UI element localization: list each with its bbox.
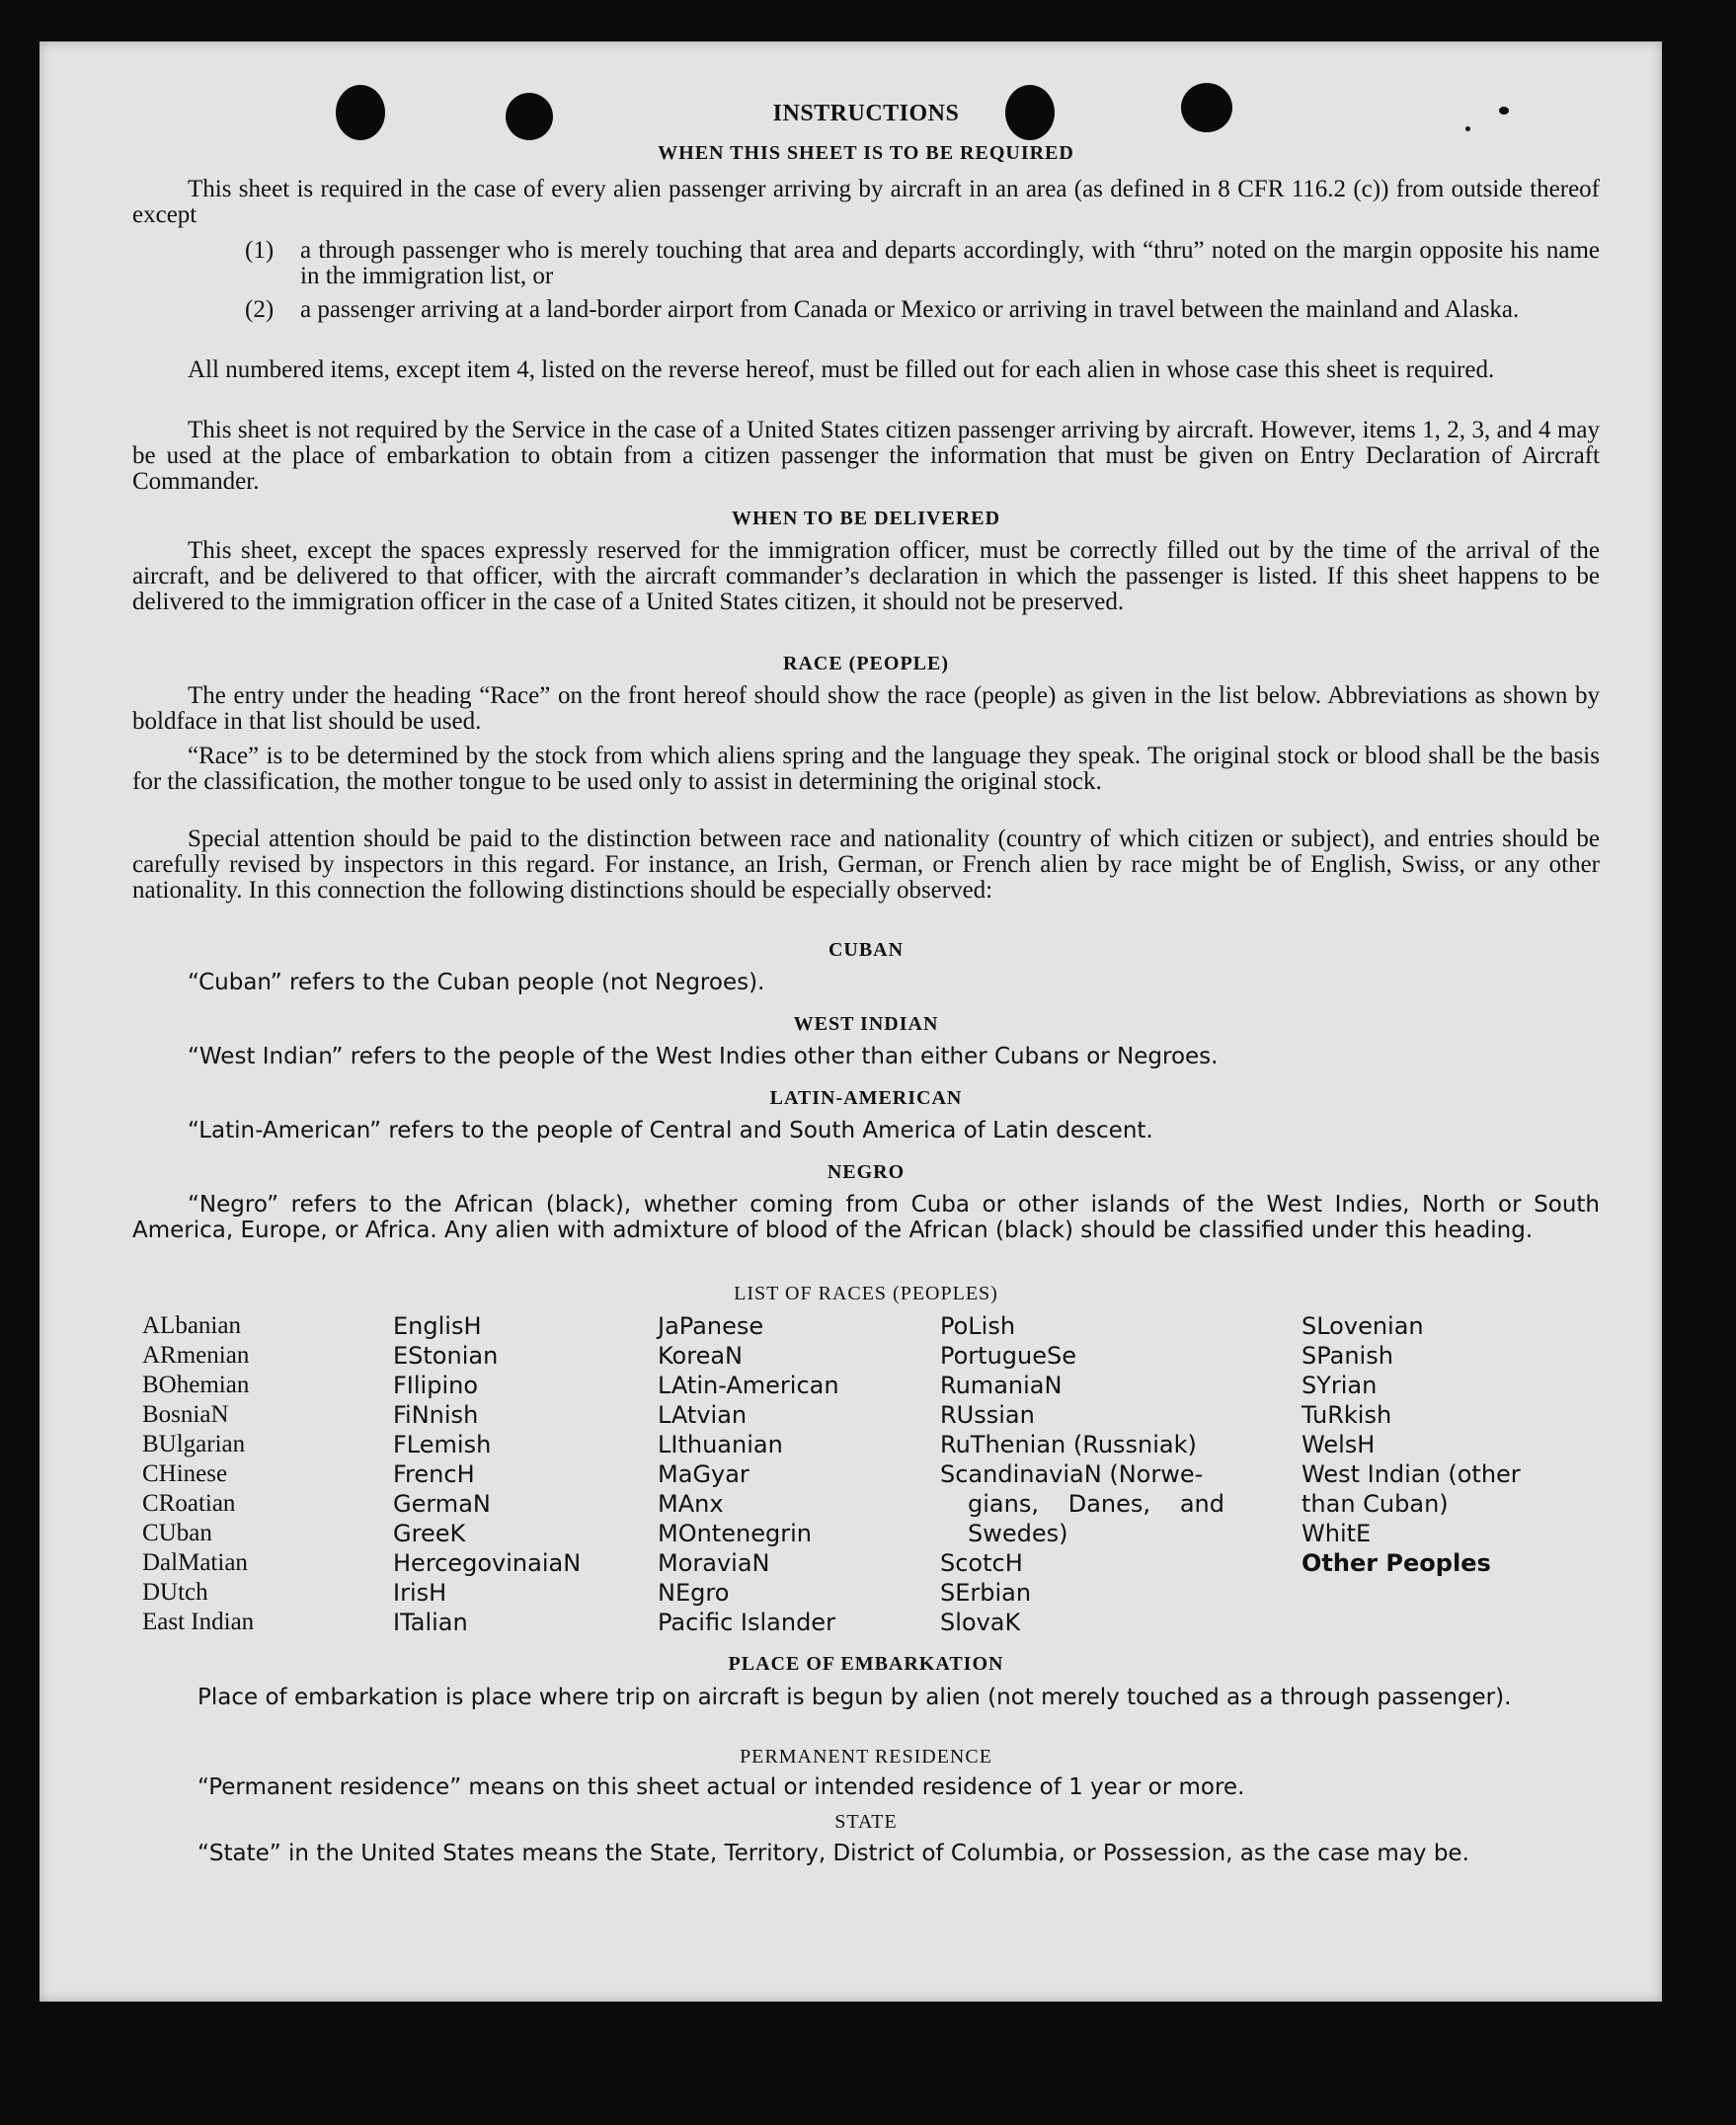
race-entry: TuRkish <box>1302 1401 1392 1429</box>
ink-mark <box>1465 126 1470 131</box>
race-entry: BosniaN <box>142 1401 229 1428</box>
race-entry: Other Peoples <box>1302 1549 1491 1577</box>
races-heading: LIST OF RACES (PEOPLES) <box>734 1283 998 1304</box>
race-entry: ALbanian <box>142 1312 241 1339</box>
race-entry: ITalian <box>393 1609 468 1636</box>
race-entry: RuThenian (Russniak) <box>940 1431 1197 1458</box>
race-entry: WelsH <box>1302 1431 1376 1458</box>
race-entry: SErbian <box>940 1579 1032 1607</box>
race-entry: BUlgarian <box>142 1431 246 1457</box>
race-entry: HercegovinaiaN <box>393 1549 582 1577</box>
race-entry: gians, Danes, and <box>968 1490 1224 1518</box>
race-entry: GermaN <box>393 1490 491 1518</box>
race-entry: CRoatian <box>142 1490 236 1517</box>
list-text: a through passenger who is merely touching that area and departs accordingly, with “thru” noted on the margin opposite his name in the immigration list, or <box>300 237 1600 289</box>
race-entry: WhitE <box>1302 1520 1372 1547</box>
race-entry: FrencH <box>393 1460 475 1488</box>
race-entry: CUban <box>142 1520 212 1546</box>
paragraph: Special attention should be paid to the distinction between race and nationality (country of which citizen or subject), and entries should be carefully revised by inspectors in this regard. For instance, an Irish, German, or French alien by race might be of English, Swiss, or any other nationality. In this connection the following distinctions should be especially observed: <box>132 826 1600 904</box>
races-column <box>940 1311 1224 1637</box>
race-entry: PortugueSe <box>940 1342 1076 1370</box>
section-heading-race: RACE (PEOPLE) <box>783 653 949 674</box>
race-entry: PoLish <box>940 1312 1016 1340</box>
races-column <box>658 1311 839 1637</box>
definition-latin-american: “Latin-American” refers to the people of Central and South America of Latin descent. <box>188 1118 1153 1143</box>
list-item <box>245 238 1600 289</box>
definition-west-indian: “West Indian” refers to the people of the West Indies other than either Cubans or Negroes. <box>188 1044 1219 1069</box>
race-entry: IrisH <box>393 1579 447 1607</box>
section-heading-required: WHEN THIS SHEET IS TO BE REQUIRED <box>658 142 1074 164</box>
section-heading-residence: PERMANENT RESIDENCE <box>740 1746 992 1768</box>
race-entry: LIthuanian <box>658 1431 783 1458</box>
race-entry: SlovaK <box>940 1609 1021 1636</box>
list-item <box>245 297 1600 323</box>
race-entry: RUssian <box>940 1401 1035 1429</box>
race-entry: LAtvian <box>658 1401 748 1429</box>
paragraph: “Race” is to be determined by the stock from which aliens spring and the language they speak. The original stock or blood shall be the basis for the classification, the mother tongue to be used only to assist in determining the original stock. <box>132 743 1600 795</box>
list-number: (1) <box>245 237 275 264</box>
races-column <box>393 1311 581 1637</box>
race-entry: NEgro <box>658 1579 730 1607</box>
race-entry: LAtin-American <box>658 1372 839 1399</box>
race-entry: BOhemian <box>142 1372 250 1398</box>
race-entry: SPanish <box>1302 1342 1393 1370</box>
section-heading-embarkation: PLACE OF EMBARKATION <box>728 1653 1004 1675</box>
definition-embarkation: Place of embarkation is place where trip on aircraft is begun by alien (not merely touched as a through passenger). <box>197 1685 1512 1710</box>
race-entry: EStonian <box>393 1342 499 1370</box>
section-heading-state: STATE <box>834 1811 898 1833</box>
paragraph: This sheet is required in the case of every alien passenger arriving by aircraft in an area (as defined in 8 CFR 116.2 (c)) from outside thereof except <box>132 176 1600 228</box>
paragraph: All numbered items, except item 4, listed on the reverse hereof, must be filled out for each alien in whose case this sheet is required. <box>188 356 1495 383</box>
definition-state: “State” in the United States means the State, Territory, District of Columbia, or Possession, as the case may be. <box>197 1841 1469 1866</box>
race-entry: FIlipino <box>393 1372 479 1399</box>
race-entry: DalMatian <box>142 1549 248 1576</box>
race-entry: DUtch <box>142 1579 208 1606</box>
race-entry: ScotcH <box>940 1549 1023 1577</box>
section-heading-west-indian: WEST INDIAN <box>793 1013 939 1035</box>
list-text: a passenger arriving at a land-border airport from Canada or Mexico or arriving in travel between the mainland and Alaska. <box>300 296 1520 323</box>
race-entry: Swedes) <box>968 1520 1068 1547</box>
race-entry: MaGyar <box>658 1460 750 1488</box>
paragraph: This sheet is not required by the Service in the case of a United States citizen passenger arriving by aircraft. However, items 1, 2, 3, and 4 may be used at the place of embarkation to obtain from a citizen passenger the information that must be given on Entry Declaration of Aircraft Commander. <box>132 417 1600 495</box>
race-entry: MOntenegrin <box>658 1520 812 1547</box>
section-heading-latin-american: LATIN-AMERICAN <box>769 1087 963 1109</box>
section-heading-cuban: CUBAN <box>828 939 905 961</box>
race-entry: FLemish <box>393 1431 492 1458</box>
race-entry: GreeK <box>393 1520 466 1547</box>
race-entry: than Cuban) <box>1302 1490 1449 1518</box>
race-entry: MAnx <box>658 1490 724 1518</box>
race-entry: RumaniaN <box>940 1372 1063 1399</box>
definition-cuban: “Cuban” refers to the Cuban people (not Negroes). <box>188 970 765 995</box>
race-entry: SYrian <box>1302 1372 1378 1399</box>
race-entry: JaPanese <box>658 1312 764 1340</box>
definition-residence: “Permanent residence” means on this sheet actual or intended residence of 1 year or more. <box>197 1774 1245 1800</box>
race-entry: KoreaN <box>658 1342 743 1370</box>
page-title: INSTRUCTIONS <box>772 101 960 126</box>
definition-negro: “Negro” refers to the African (black), whether coming from Cuba or other islands of the West Indies, North or South America, Europe, or Africa. Any alien with admixture of blood of the African (black) should be classified under this heading. <box>132 1192 1600 1243</box>
document-page <box>39 41 1662 2002</box>
race-entry: Pacific Islander <box>658 1609 835 1636</box>
race-entry: EnglisH <box>393 1312 482 1340</box>
races-column <box>1302 1311 1521 1578</box>
race-entry: CHinese <box>142 1460 228 1487</box>
section-heading-negro: NEGRO <box>827 1161 906 1183</box>
race-entry: SLovenian <box>1302 1312 1424 1340</box>
paragraph: This sheet, except the spaces expressly reserved for the immigration officer, must be correctly filled out by the time of the arrival of the aircraft, and be delivered to that officer, with the aircraft commander’s declaration in which the passenger is listed. If this sheet happens to be delivered to the immigration officer in the case of a United States citizen, it should not be preserved. <box>132 537 1600 615</box>
races-column <box>142 1311 254 1637</box>
list-number: (2) <box>245 296 275 323</box>
section-heading-delivered: WHEN TO BE DELIVERED <box>731 508 1001 529</box>
race-entry: ScandinaviaN (Norwe- <box>940 1460 1204 1488</box>
paragraph: The entry under the heading “Race” on the front hereof should show the race (people) as given in the list below. Abbreviations as shown by boldface in that list should be used. <box>132 682 1600 735</box>
race-entry: MoraviaN <box>658 1549 770 1577</box>
race-entry: ARmenian <box>142 1342 250 1369</box>
race-entry: FiNnish <box>393 1401 479 1429</box>
race-entry: East Indian <box>142 1609 255 1635</box>
race-entry: West Indian (other <box>1302 1460 1521 1488</box>
